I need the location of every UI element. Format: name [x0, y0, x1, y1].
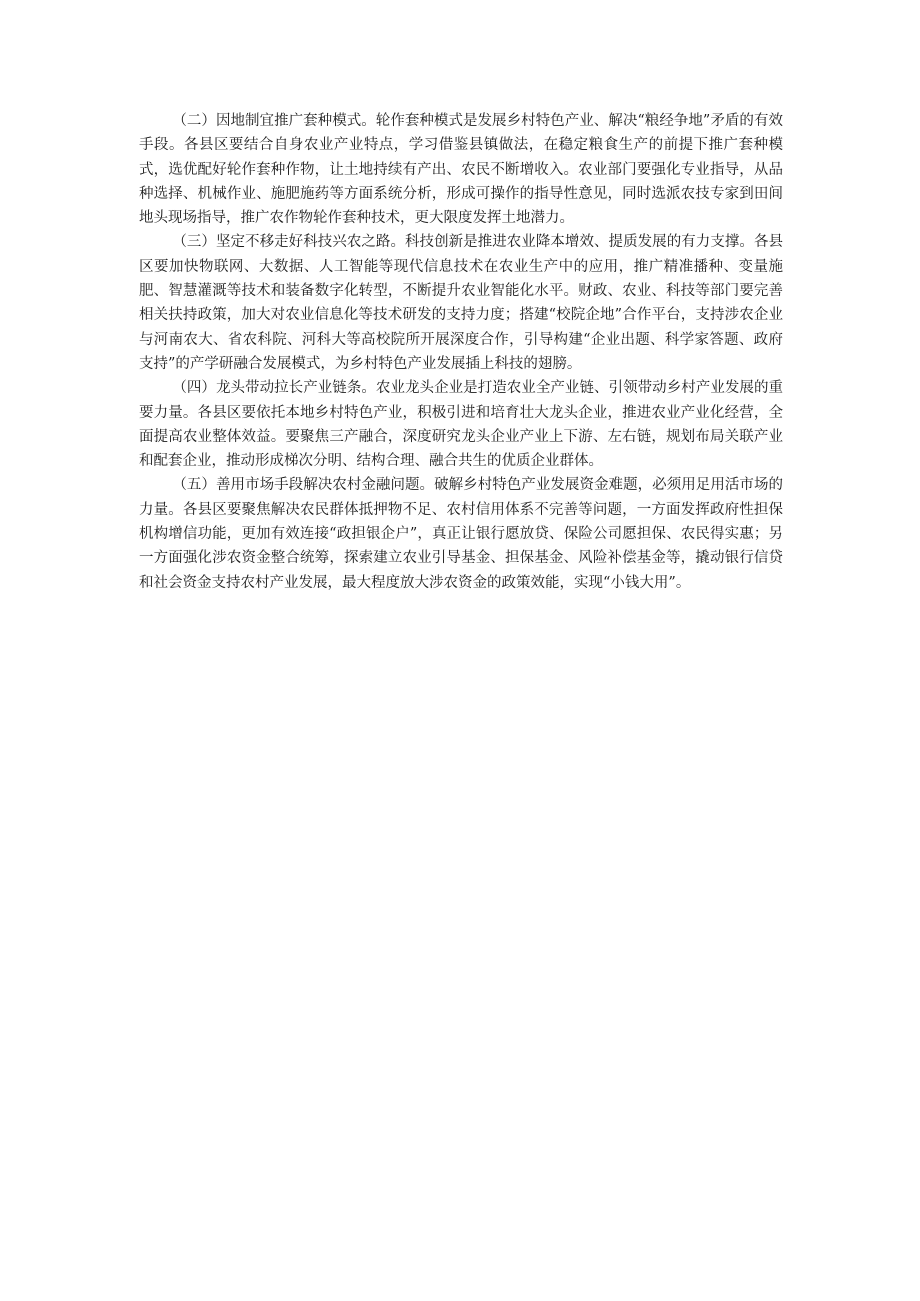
paragraph-planting-model: （二）因地制宜推广套种模式。轮作套种模式是发展乡村特色产业、解决“粮经争地”矛盾的有效手段。各县区要结合自身农业产业特点，学习借鉴县镇做法，在稳定粮食生产的前提下推广套种模式，选优配好轮作套种作物，让土地持续有产出、农民不断增收入。农业部门要强化专业指导，从品种选择、机械作业、施肥施药等方面系统分析，形成可操作的指导性意见，同时选派农技专家到田间地头现场指导，推广农作物轮作套种技术，更大限度发挥土地潜力。 [139, 113, 783, 227]
paragraph-rural-finance: （五）善用市场手段解决农村金融问题。破解乡村特色产业发展资金难题，必须用足用活市场的力量。各县区要聚焦解决农民群体抵押物不足、农村信用体系不完善等问题，一方面发挥政府性担保机构增信功能，更加有效连接“政担银企户”，真正让银行愿放贷、保险公司愿担保、农民得实惠；另一方面强化涉农资金整合统筹，探索建立农业引导基金、担保基金、风险补偿基金等，撬动银行信贷和社会资金支持农村产业发展，最大程度放大涉农资金的政策效能，实现“小钱大用”。 [139, 477, 783, 591]
paragraph-science-agriculture: （三）坚定不移走好科技兴农之路。科技创新是推进农业降本增效、提质发展的有力支撑。各县区要加快物联网、大数据、人工智能等现代信息技术在农业生产中的应用，推广精准播种、变量施肥、智慧灌溉等技术和装备数字化转型，不断提升农业智能化水平。财政、农业、科技等部门要完善相关扶持政策，加大对农业信息化等技术研发的支持力度；搭建“校院企地”合作平台，支持涉农企业与河南农大、省农科院、河科大等高校院所开展深度合作，引导构建“企业出题、科学家答题、政府支持”的产学研融合发展模式，为乡村特色产业发展插上科技的翅膀。 [139, 234, 783, 372]
document-body [139, 109, 783, 595]
paragraph-leading-enterprises: （四）龙头带动拉长产业链条。农业龙头企业是打造农业全产业链、引领带动乡村产业发展的重要力量。各县区要依托本地乡村特色产业，积极引进和培育壮大龙头企业，推进农业产业化经营，全面提高农业整体效益。要聚焦三产融合，深度研究龙头企业产业上下游、左右链，规划布局关联产业和配套企业，推动形成梯次分明、结构合理、融合共生的优质企业群体。 [139, 380, 783, 470]
